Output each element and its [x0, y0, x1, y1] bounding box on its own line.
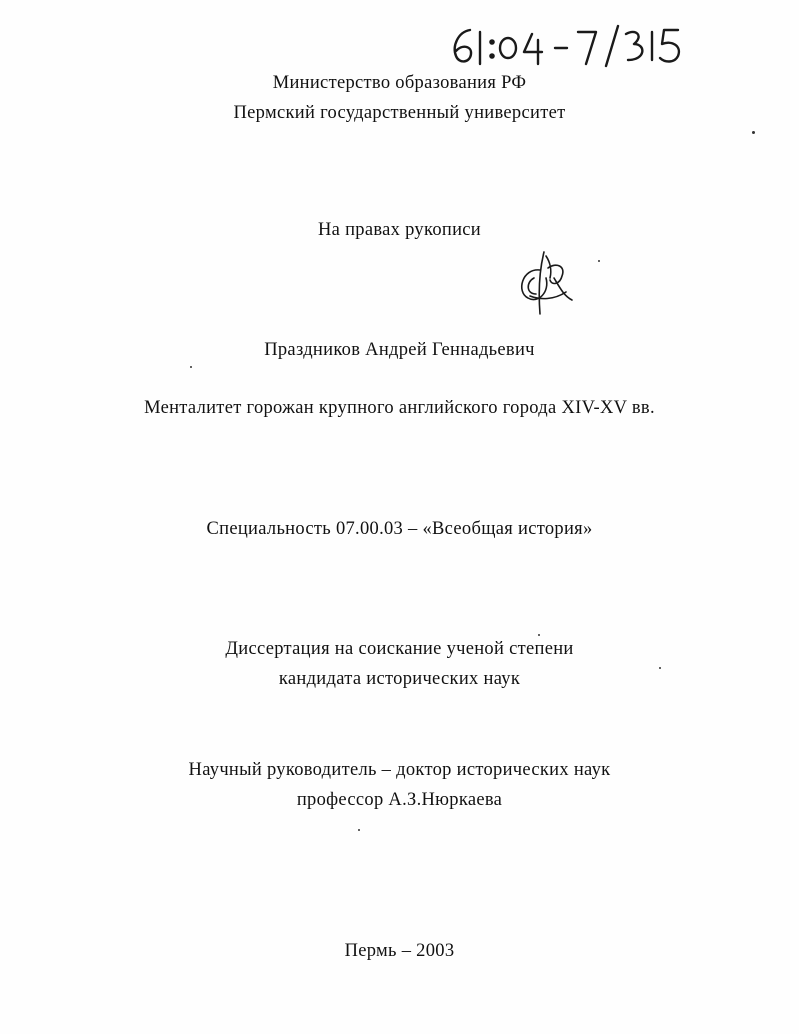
handwritten-archive-code: [440, 18, 690, 68]
scan-speck: [358, 829, 360, 831]
manuscript-note: На правах рукописи: [317, 220, 481, 240]
degree-line-2: кандидата исторических наук: [278, 669, 521, 689]
ministry-line: Министерство образования РФ: [272, 73, 527, 93]
degree-line-1: Диссертация на соискание ученой степени: [225, 639, 574, 659]
scan-speck: [659, 667, 661, 669]
dissertation-title: Менталитет горожан крупного английского города XIV-XV вв.: [144, 398, 655, 418]
scan-speck: [190, 366, 192, 368]
advisor-line-2: профессор А.З.Нюркаева: [296, 790, 503, 810]
university-line: Пермский государственный университет: [233, 103, 566, 123]
specialty-line: Специальность 07.00.03 – «Всеобщая история»: [206, 519, 593, 539]
advisor-line-1: Научный руководитель – доктор исторических наук: [188, 760, 611, 780]
scan-speck: [752, 131, 755, 134]
author-name: Праздников Андрей Геннадьевич: [264, 340, 535, 360]
scan-speck: [598, 260, 600, 262]
place-year: Пермь – 2003: [344, 941, 455, 961]
scan-speck: [538, 634, 540, 636]
author-signature: [510, 248, 580, 320]
